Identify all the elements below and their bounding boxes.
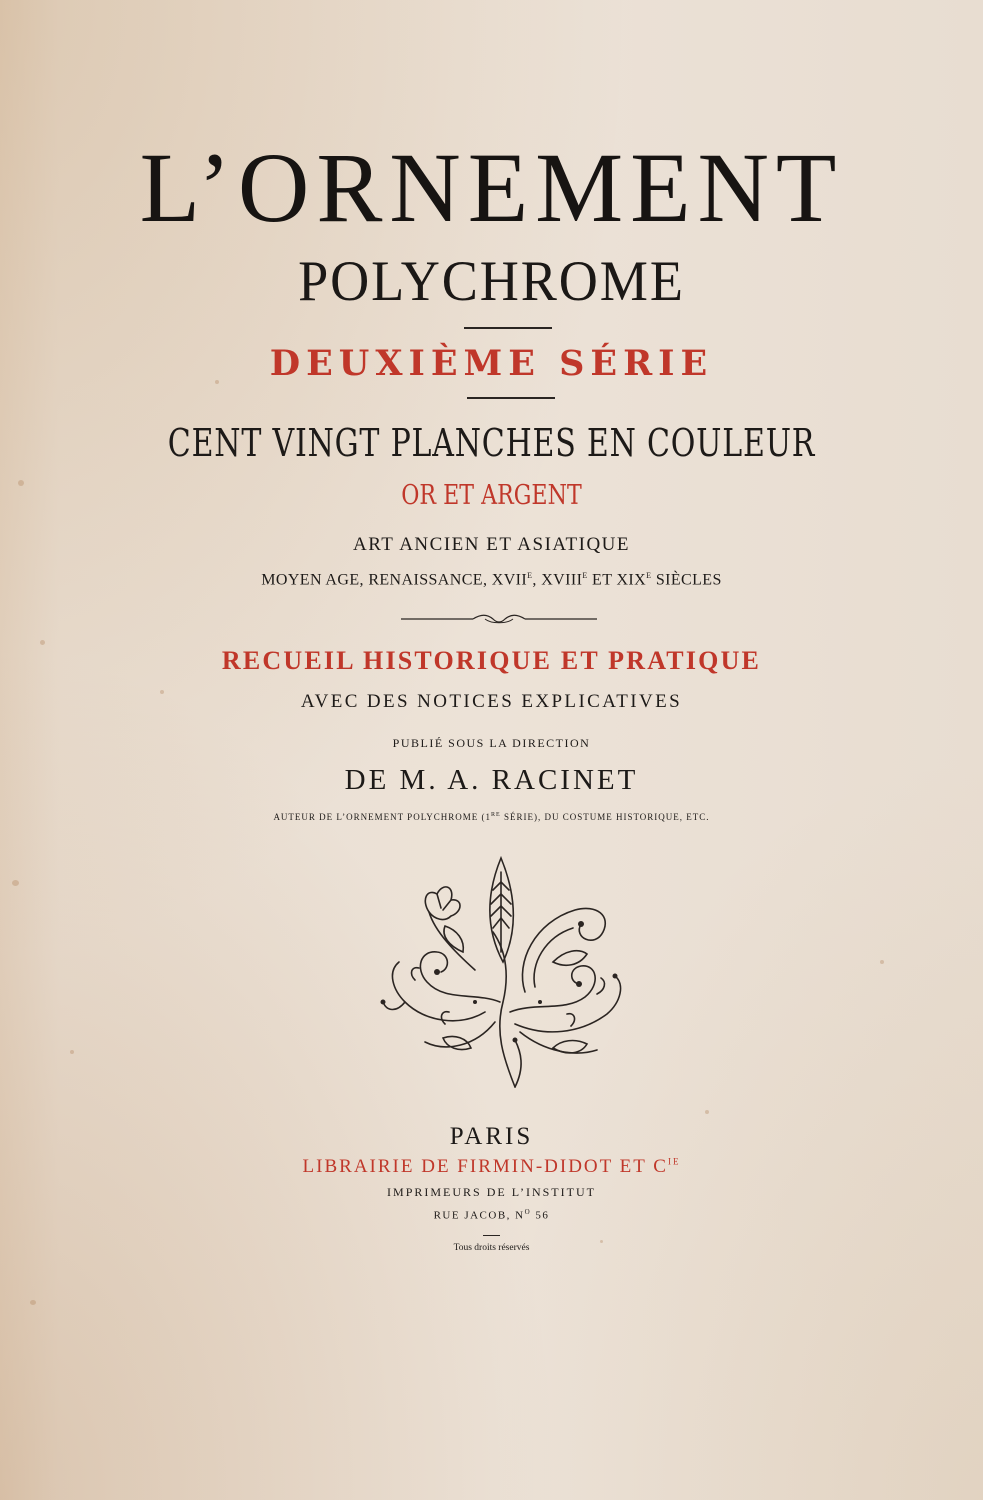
direction-line: PUBLIÉ SOUS LA DIRECTION — [392, 736, 591, 750]
author-note — [0, 812, 983, 822]
foxing-spot — [30, 1300, 36, 1305]
engraved-floral-ornament-icon — [375, 852, 637, 1094]
divider-rule — [464, 327, 552, 329]
superscript: E — [527, 571, 533, 580]
title-main: L’ORNEMENT — [139, 132, 844, 243]
superscript: E — [582, 571, 588, 580]
periods-text: MOYEN AGE, RENAISSANCE, XVII — [261, 571, 528, 589]
foxing-spot — [705, 1110, 709, 1114]
superscript: O — [524, 1208, 532, 1216]
notices-line: AVEC DES NOTICES EXPLICATIVES — [300, 691, 683, 712]
author-note-text: SÉRIE), DU COSTUME HISTORIQUE, ETC. — [500, 812, 710, 822]
street-address — [0, 1209, 983, 1222]
foxing-spot — [18, 480, 24, 486]
periods-text: , XVIII — [532, 571, 583, 589]
printers-line: IMPRIMEURS DE L’INSTITUT — [387, 1185, 596, 1199]
metals-line: OR ET ARGENT — [401, 480, 582, 511]
periods-line — [0, 572, 983, 588]
series-heading: DEUXIÈME SÉRIE — [269, 343, 714, 384]
imprint-city: PARIS — [449, 1123, 534, 1150]
divider-rule — [467, 397, 555, 399]
street-number: 56 — [531, 1209, 550, 1222]
author-note-text: AUTEUR DE L’ORNEMENT POLYCHROME (1 — [273, 812, 492, 822]
foxing-spot — [70, 1050, 74, 1054]
superscript: IE — [667, 1156, 681, 1167]
recueil-heading: RECUEIL HISTORIQUE ET PRATIQUE — [221, 646, 762, 675]
street-text: RUE JACOB, N — [433, 1209, 525, 1222]
superscript: E — [646, 571, 652, 580]
periods-text: SIÈCLES — [651, 571, 722, 589]
periods-text: ET XIX — [587, 571, 647, 589]
plates-line: CENT VINGT PLANCHES EN COULEUR — [167, 421, 816, 465]
publisher-text: LIBRAIRIE DE FIRMIN-DIDOT ET C — [302, 1156, 668, 1177]
foxing-spot — [40, 640, 45, 645]
publisher-name — [0, 1157, 983, 1176]
divider-rule — [483, 1235, 500, 1236]
foxing-spot — [600, 1240, 603, 1243]
author-name: DE M. A. RACINET — [344, 764, 639, 796]
flourish-rule-icon — [401, 613, 597, 625]
superscript: RE — [491, 812, 501, 818]
rights-notice: Tous droits réservés — [453, 1243, 530, 1253]
foxing-spot — [12, 880, 19, 886]
foxing-spot — [880, 960, 884, 964]
title-subtitle: POLYCHROME — [298, 250, 685, 313]
art-line: ART ANCIEN ET ASIATIQUE — [352, 534, 631, 555]
